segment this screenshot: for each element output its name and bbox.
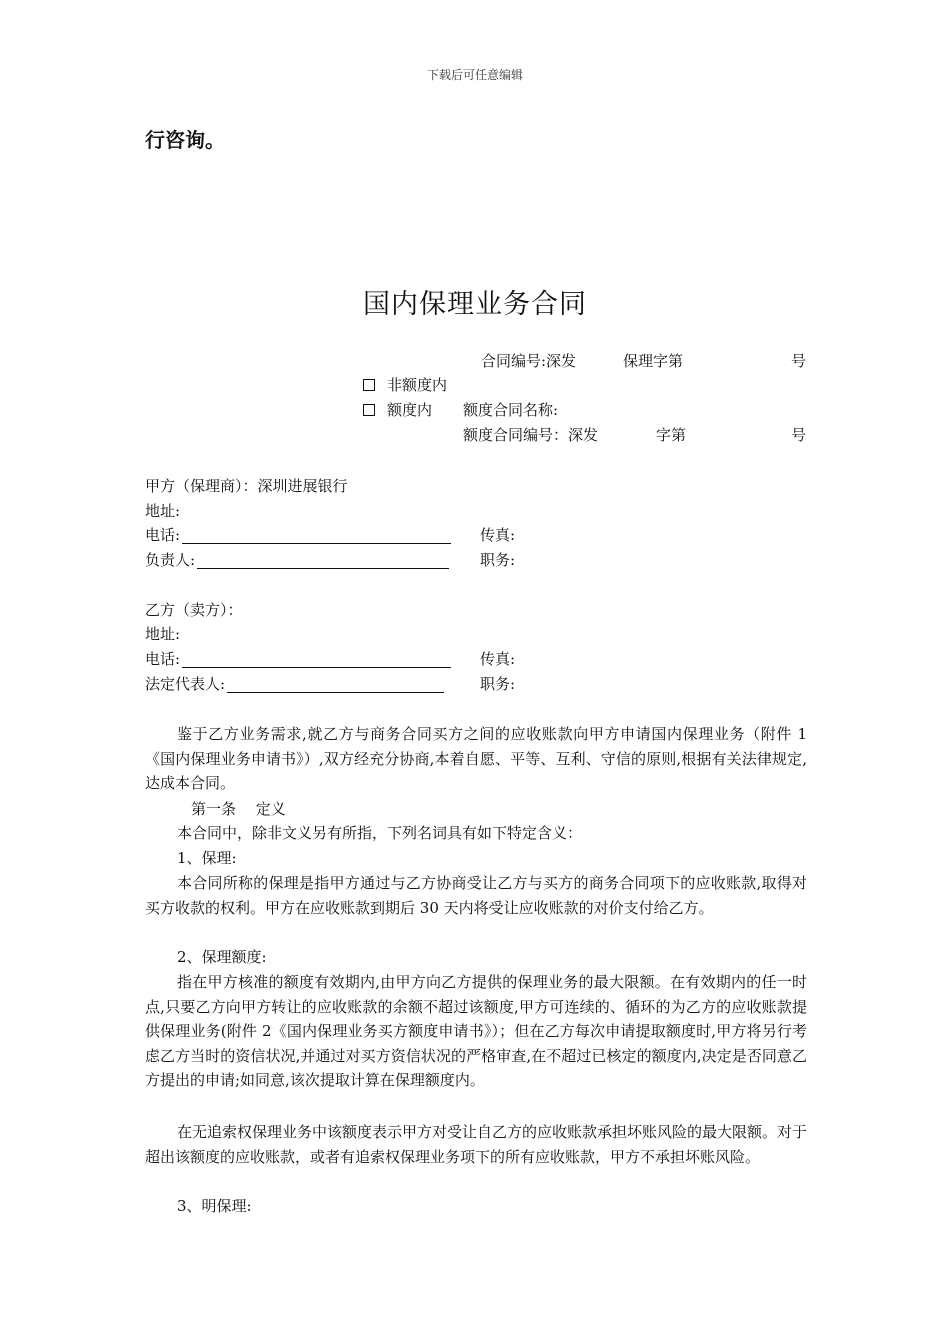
checkbox-non-quota[interactable] (363, 379, 375, 391)
contract-title: 国内保理业务合同 (363, 289, 587, 320)
item-2-title: 2、保理额度: (177, 948, 267, 966)
contract-number-end: 号 (791, 352, 807, 370)
checkbox-quota[interactable] (363, 404, 375, 416)
article-1-heading: 第一条 定义 (191, 800, 286, 818)
option-quota[interactable] (363, 399, 432, 421)
party-a-name: 甲方（保理商）：深圳进展银行 (145, 477, 348, 495)
party-a-phone-label: 电话: (145, 526, 181, 544)
party-a-person-row (145, 549, 449, 571)
item-1-title: 1、保理: (177, 849, 237, 867)
quota-name-label: 额度合同名称: (463, 401, 559, 419)
quota-number-mid: 字第 (656, 426, 687, 444)
party-a-phone-blank (182, 527, 451, 544)
party-a-person-label: 负责人: (145, 551, 196, 569)
party-b-person-blank (227, 676, 444, 693)
party-a-fax: 传真: (480, 526, 516, 544)
previous-page-fragment: 行咨询。 (145, 128, 225, 152)
party-a-phone-row (145, 524, 451, 546)
item-3-title: 3、明保理: (177, 1197, 252, 1215)
party-b-phone-label: 电话: (145, 650, 181, 668)
option-non-quota-label: 非额度内 (387, 376, 448, 394)
party-a-address: 地址: (145, 502, 181, 520)
party-b-phone-row (145, 648, 451, 670)
party-b-phone-blank (182, 651, 451, 668)
item-2-text-2: 在无追索权保理业务中该额度表示甲方对受让自乙方的应收账款承担坏账风险的最大限额。对于超出该额度的应收账款，或者有追索权保理业务项下的所有应收账款，甲方不承担坏账风险。 (145, 1123, 808, 1166)
party-b-address: 地址: (145, 625, 181, 643)
party-b-fax: 传真: (480, 650, 516, 668)
definitions-intro: 本合同中，除非文义另有所指，下列名词具有如下特定含义： (177, 824, 583, 842)
page-header-note: 下载后可任意编辑 (426, 68, 523, 82)
item-1-text: 本合同所称的保理是指甲方通过与乙方协商受让乙方与买方的商务合同项下的应收账款,取得对买方收款的权利。甲方在应收账款到期后 30 天内将受让应收账款的对价支付给乙方。 (145, 874, 807, 917)
option-quota-label: 额度内 (387, 401, 433, 419)
quota-number-label: 额度合同编号：深发 (463, 426, 599, 444)
party-a-person-blank (197, 552, 449, 569)
option-non-quota[interactable] (363, 374, 447, 396)
party-b-position: 职务: (480, 675, 516, 693)
quota-number-end: 号 (791, 426, 807, 444)
contract-number-label: 合同编号:深发 (481, 352, 577, 370)
preamble-paragraph: 鉴于乙方业务需求,就乙方与商务合同买方之间的应收账款向甲方申请国内保理业务（附件 1《国内保理业务申请书》）,双方经充分协商,本着自愿、平等、互利、守信的原则,根据有关法律规定,达成本合同。 (145, 725, 807, 792)
item-2-text: 指在甲方核准的额度有效期内,由甲方向乙方提供的保理业务的最大限额。在有效期内的任一时点,只要乙方向甲方转让的应收账款的余额不超过该额度,甲方可连续的、循环的为乙方的应收账款提供保理业务(附件 2《国内保理业务买方额度申请书》）；但在乙方每次申请提取额度时,甲方将另行考虑乙方当时的资信状况,并通过对买方资信状况的严格审查,在不超过已核定的额度内,决定是否同意乙方提出的申请;如同意,该次提取计算在保理额度内。 (145, 973, 807, 1089)
contract-number-mid: 保理字第 (623, 352, 684, 370)
party-b-name: 乙方（卖方）： (145, 601, 243, 619)
party-a-position: 职务: (480, 551, 516, 569)
party-b-person-label: 法定代表人: (145, 675, 226, 693)
party-b-person-row (145, 673, 444, 695)
